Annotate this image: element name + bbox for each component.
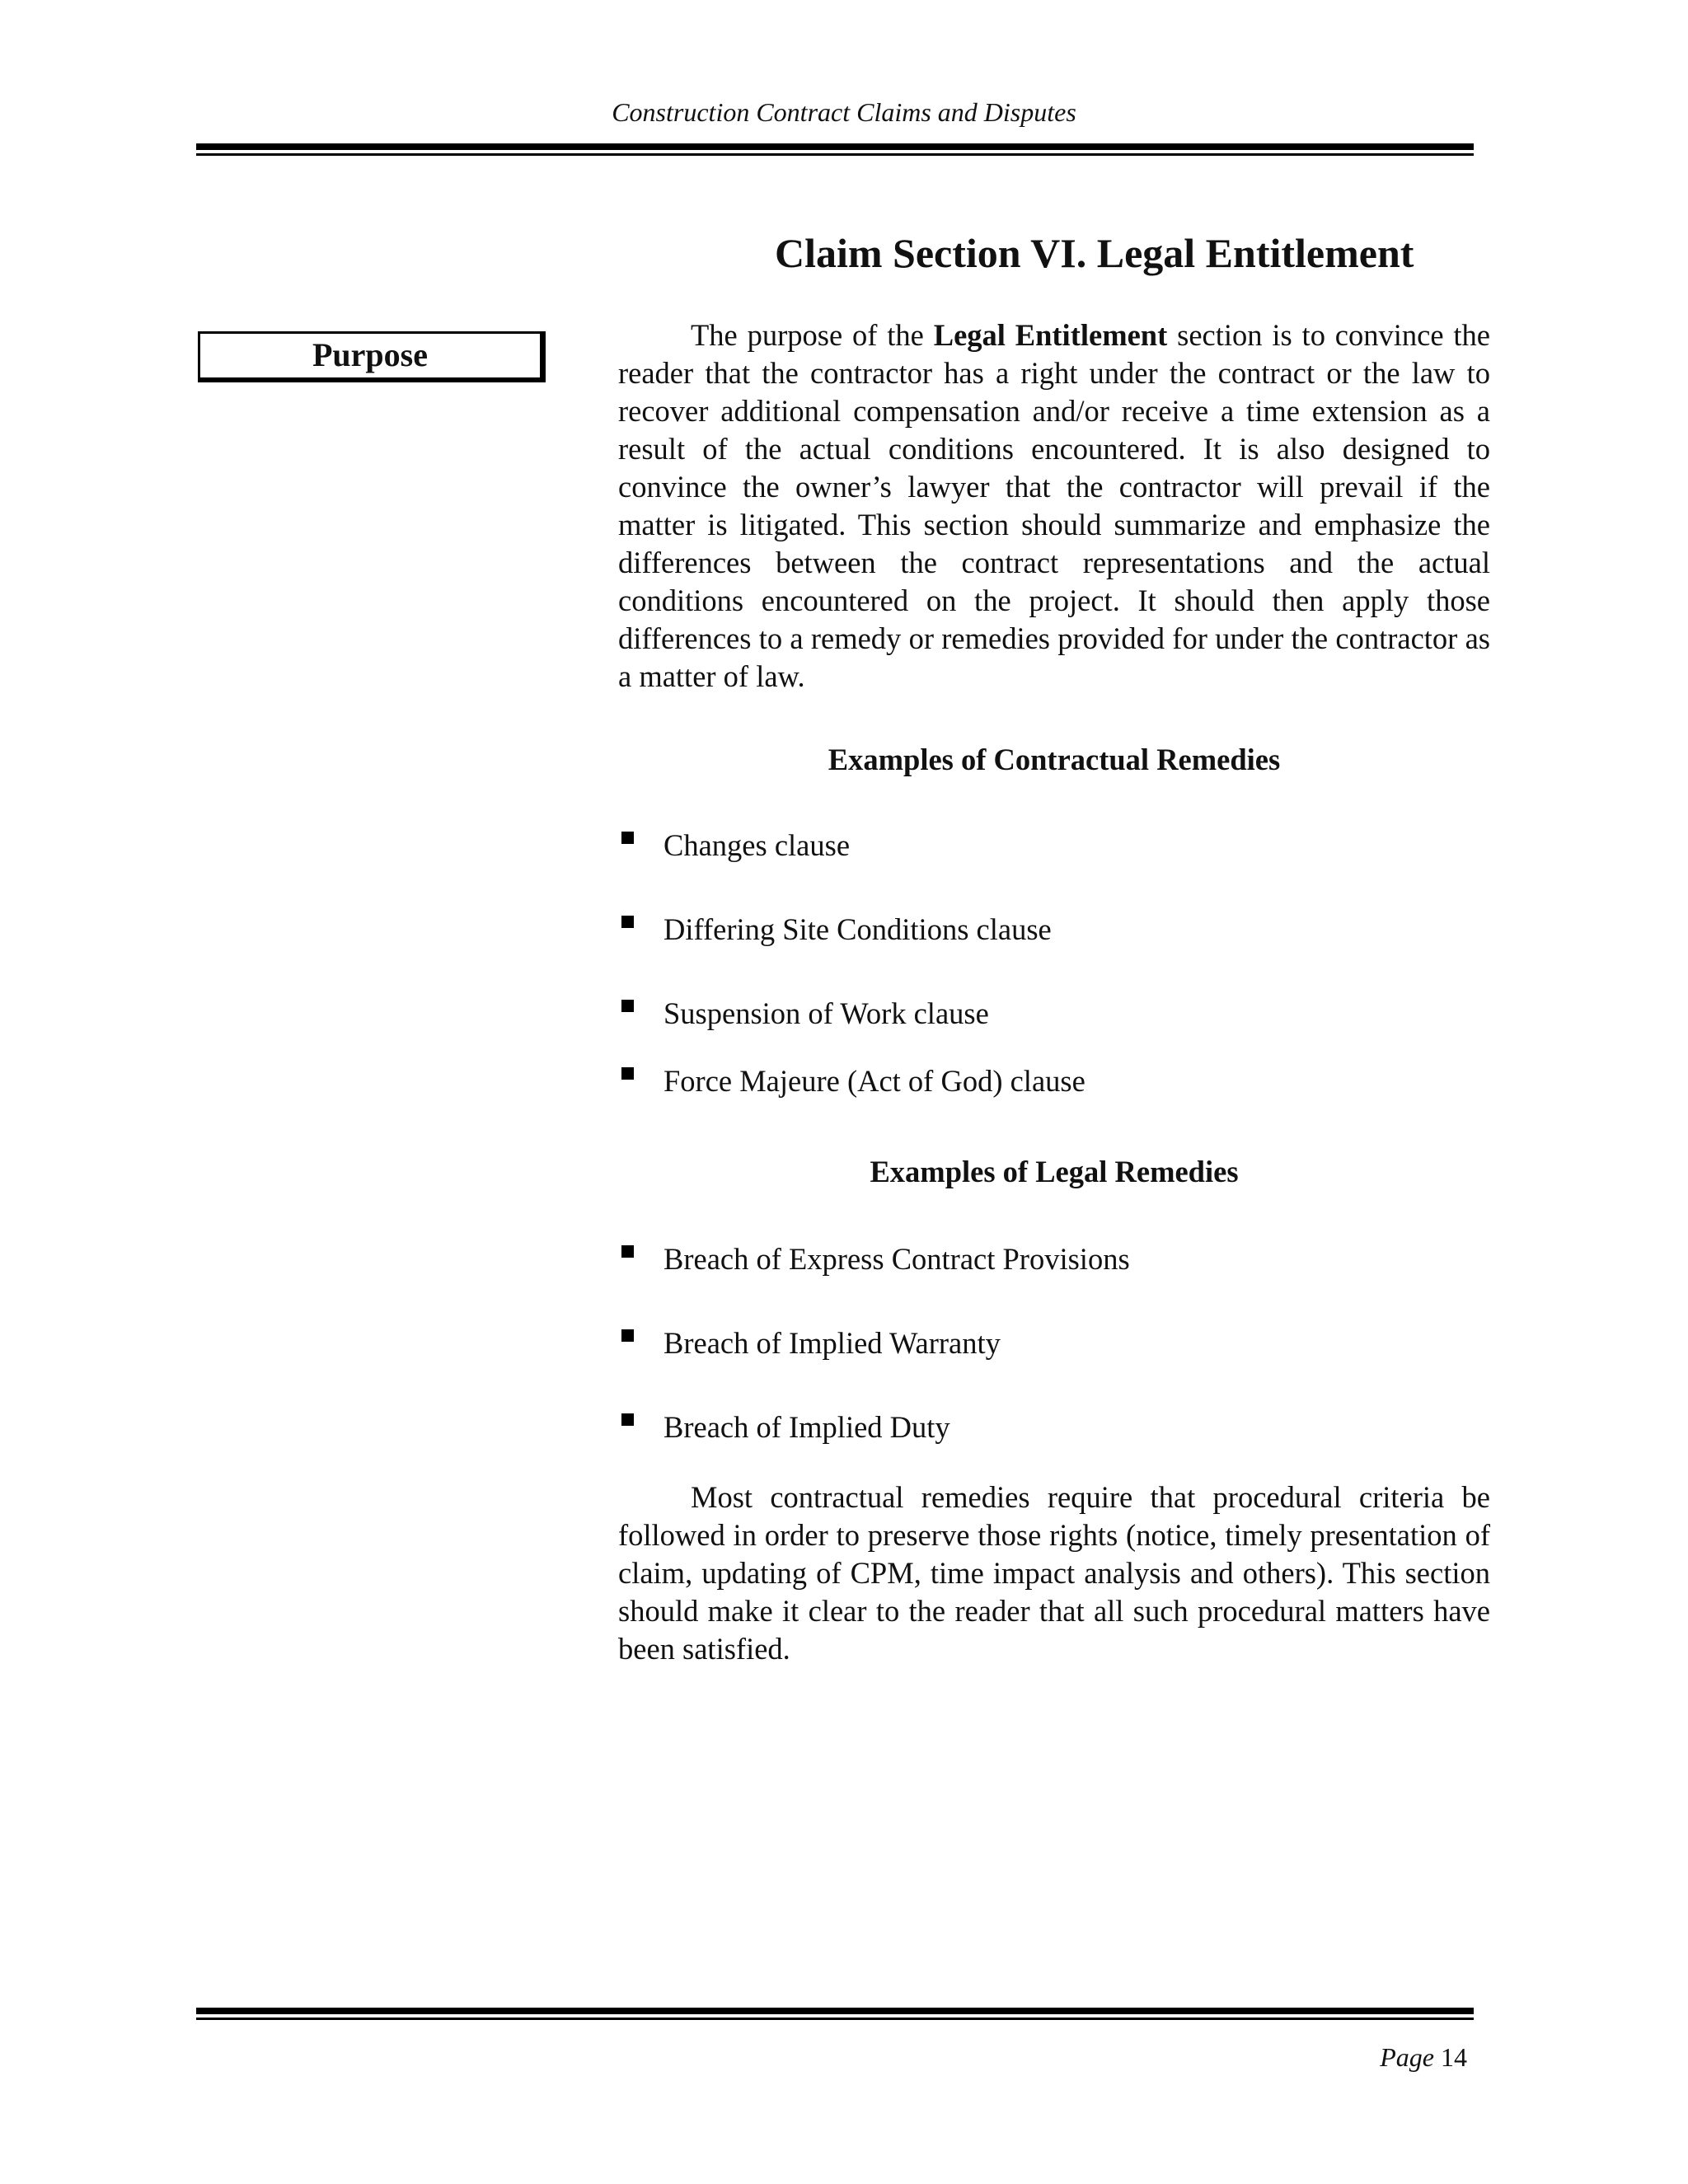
list-item: Breach of Implied Warranty	[621, 1325, 1001, 1361]
square-bullet-icon	[621, 1329, 634, 1342]
list-item: Suspension of Work clause	[621, 996, 989, 1031]
list-item: Breach of Express Contract Provisions	[621, 1241, 1130, 1277]
square-bullet-icon	[621, 916, 634, 928]
purpose-label: Purpose	[312, 336, 428, 373]
section-title: Claim Section VI. Legal Entitlement	[775, 230, 1414, 276]
square-bullet-icon	[621, 1067, 634, 1080]
list-item: Differing Site Conditions clause	[621, 912, 1052, 947]
footer-rule	[196, 2008, 1474, 2020]
contractual-remedies-heading: Examples of Contractual Remedies	[828, 743, 1281, 776]
square-bullet-icon	[621, 1245, 634, 1258]
intro-bold-term: Legal Entitlement	[933, 318, 1168, 352]
purpose-label-box	[198, 331, 546, 382]
list-item: Breach of Implied Duty	[621, 1409, 950, 1445]
intro-rest: section is to convince the reader that the contractor has a right under the contract or the law to recover additional compensation and/or receive a time extension as a result of the actual conditions encountered. It is also designed to convince the owner’s lawyer that the contractor will prevail if the matter is litigated. This section should summarize and emphasize the differences between the contract representations and the actual conditions encountered on the project. It should then apply those differences to a remedy or remedies provided for under the contractor as a matter of law.	[618, 318, 1490, 693]
page-number-value: 14	[1441, 2042, 1467, 2072]
square-bullet-icon	[621, 1413, 634, 1426]
list-item: Changes clause	[621, 827, 850, 863]
legal-remedies-heading: Examples of Legal Remedies	[870, 1155, 1239, 1188]
square-bullet-icon	[621, 832, 634, 844]
page-label: Page	[1380, 2042, 1434, 2072]
intro-lead: The purpose of the	[691, 318, 934, 352]
running-header: Construction Contract Claims and Disputes	[612, 97, 1076, 127]
closing-text: Most contractual remedies require that procedural criteria be followed in order to preserve those rights (notice, timely presentation of claim, updating of CPM, time impact analysis and others). This section should make it clear to the reader that all such procedural matters have been satisfied.	[618, 1480, 1490, 1666]
intro-paragraph	[618, 316, 1490, 696]
list-item: Force Majeure (Act of God) clause	[621, 1063, 1085, 1099]
header-rule	[196, 143, 1474, 156]
square-bullet-icon	[621, 1000, 634, 1012]
page-number	[1352, 2042, 1467, 2073]
closing-paragraph	[618, 1479, 1490, 1668]
